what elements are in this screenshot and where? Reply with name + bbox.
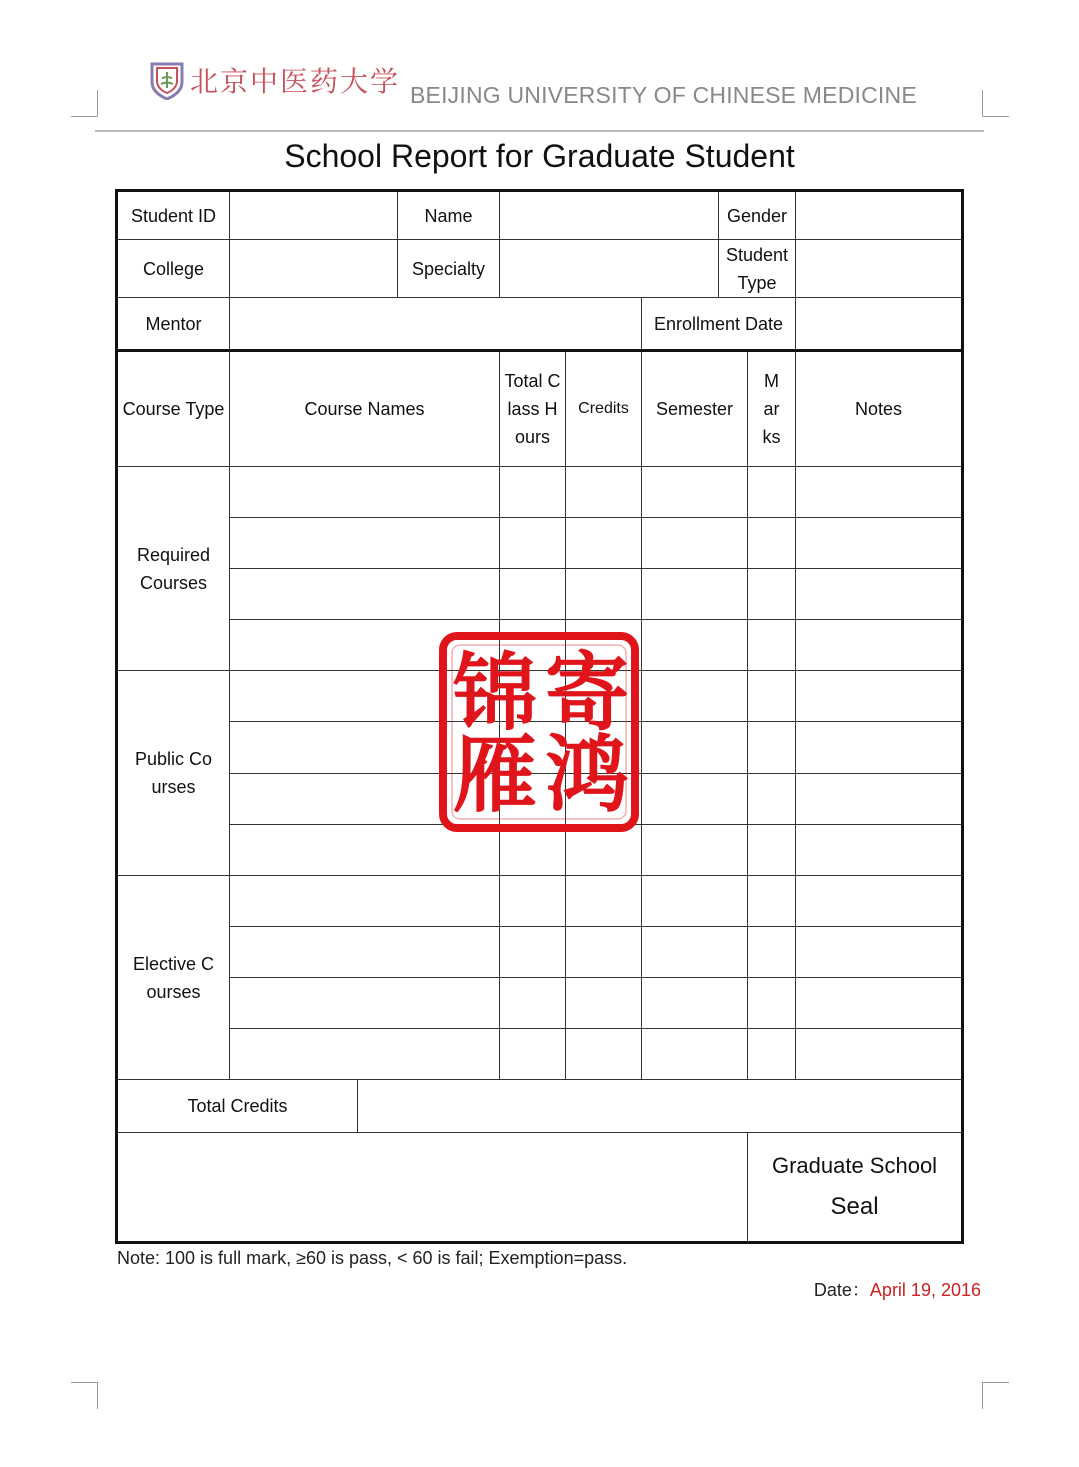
info-row-2 xyxy=(117,240,963,298)
specialty-value xyxy=(500,240,719,298)
mentor-value xyxy=(230,298,642,351)
info-row-1 xyxy=(117,191,963,240)
issue-date xyxy=(814,1276,981,1302)
group-required-label: Required Courses xyxy=(117,466,230,671)
college-value xyxy=(230,240,398,298)
total-credits-row xyxy=(117,1080,963,1132)
graduate-school-seal-box xyxy=(748,1132,963,1242)
enrollment-date-value xyxy=(796,298,963,351)
table-row xyxy=(117,978,963,1029)
university-name-chinese: 北京中医药大学 xyxy=(190,65,401,98)
info-row-3 xyxy=(117,298,963,351)
table-row xyxy=(117,927,963,978)
column-header-row xyxy=(117,351,963,466)
stamp-character: 寄 xyxy=(544,643,630,742)
specialty-label: Specialty xyxy=(398,240,500,298)
university-name-english: BEIJING UNIVERSITY OF CHINESE MEDICINE xyxy=(410,82,917,108)
stamp-character: 锦 xyxy=(452,643,538,742)
stamp-character: 鸿 xyxy=(544,725,630,824)
student-type-value xyxy=(796,240,963,298)
total-credits-label: Total Credits xyxy=(117,1080,358,1132)
crop-mark-top-left xyxy=(71,90,98,117)
table-row xyxy=(117,517,963,568)
crop-mark-bottom-left xyxy=(71,1382,98,1409)
date-value: April 19, 2016 xyxy=(869,1280,981,1300)
total-credits-value xyxy=(358,1080,963,1132)
col-notes: Notes xyxy=(796,351,963,466)
university-logo-icon xyxy=(148,60,186,100)
col-credits: Credits xyxy=(566,351,642,466)
crop-mark-bottom-right xyxy=(982,1382,1009,1409)
date-label: Date： xyxy=(813,1280,870,1300)
col-total-class-hours: Total Class Hours xyxy=(500,351,566,466)
col-course-names: Course Names xyxy=(230,351,500,466)
stamp-character: 雁 xyxy=(452,725,538,824)
college-label: College xyxy=(117,240,230,298)
table-row xyxy=(117,1029,963,1080)
table-row xyxy=(117,569,963,620)
table-row xyxy=(117,875,963,926)
crop-mark-top-right xyxy=(982,90,1009,117)
table-row xyxy=(117,466,963,517)
gender-value xyxy=(796,191,963,240)
enrollment-date-label: Enrollment Date xyxy=(642,298,796,351)
header-rule xyxy=(95,130,984,132)
red-seal-stamp xyxy=(439,632,639,832)
seal-subtitle: Seal xyxy=(830,1192,879,1220)
group-public-label: Public Courses xyxy=(117,671,230,876)
seal-row xyxy=(117,1132,963,1242)
col-course-type: Course Type xyxy=(117,351,230,466)
student-id-value xyxy=(230,191,398,240)
mentor-label: Mentor xyxy=(117,298,230,351)
page-title: School Report for Graduate Student xyxy=(284,138,795,174)
grading-note: Note: 100 is full mark, ≥60 is pass, < 60 is fail; Exemption=pass. xyxy=(117,1248,628,1268)
name-label: Name xyxy=(398,191,500,240)
letterhead xyxy=(148,58,938,110)
student-id-label: Student ID xyxy=(117,191,230,240)
name-value xyxy=(500,191,719,240)
seal-title: Graduate School xyxy=(771,1152,938,1178)
col-semester: Semester xyxy=(642,351,748,466)
seal-blank-area xyxy=(117,1132,748,1242)
col-marks: Marks xyxy=(748,351,796,466)
student-type-label: Student Type xyxy=(719,240,796,298)
group-elective-label: Elective Courses xyxy=(117,875,230,1080)
gender-label: Gender xyxy=(719,191,796,240)
